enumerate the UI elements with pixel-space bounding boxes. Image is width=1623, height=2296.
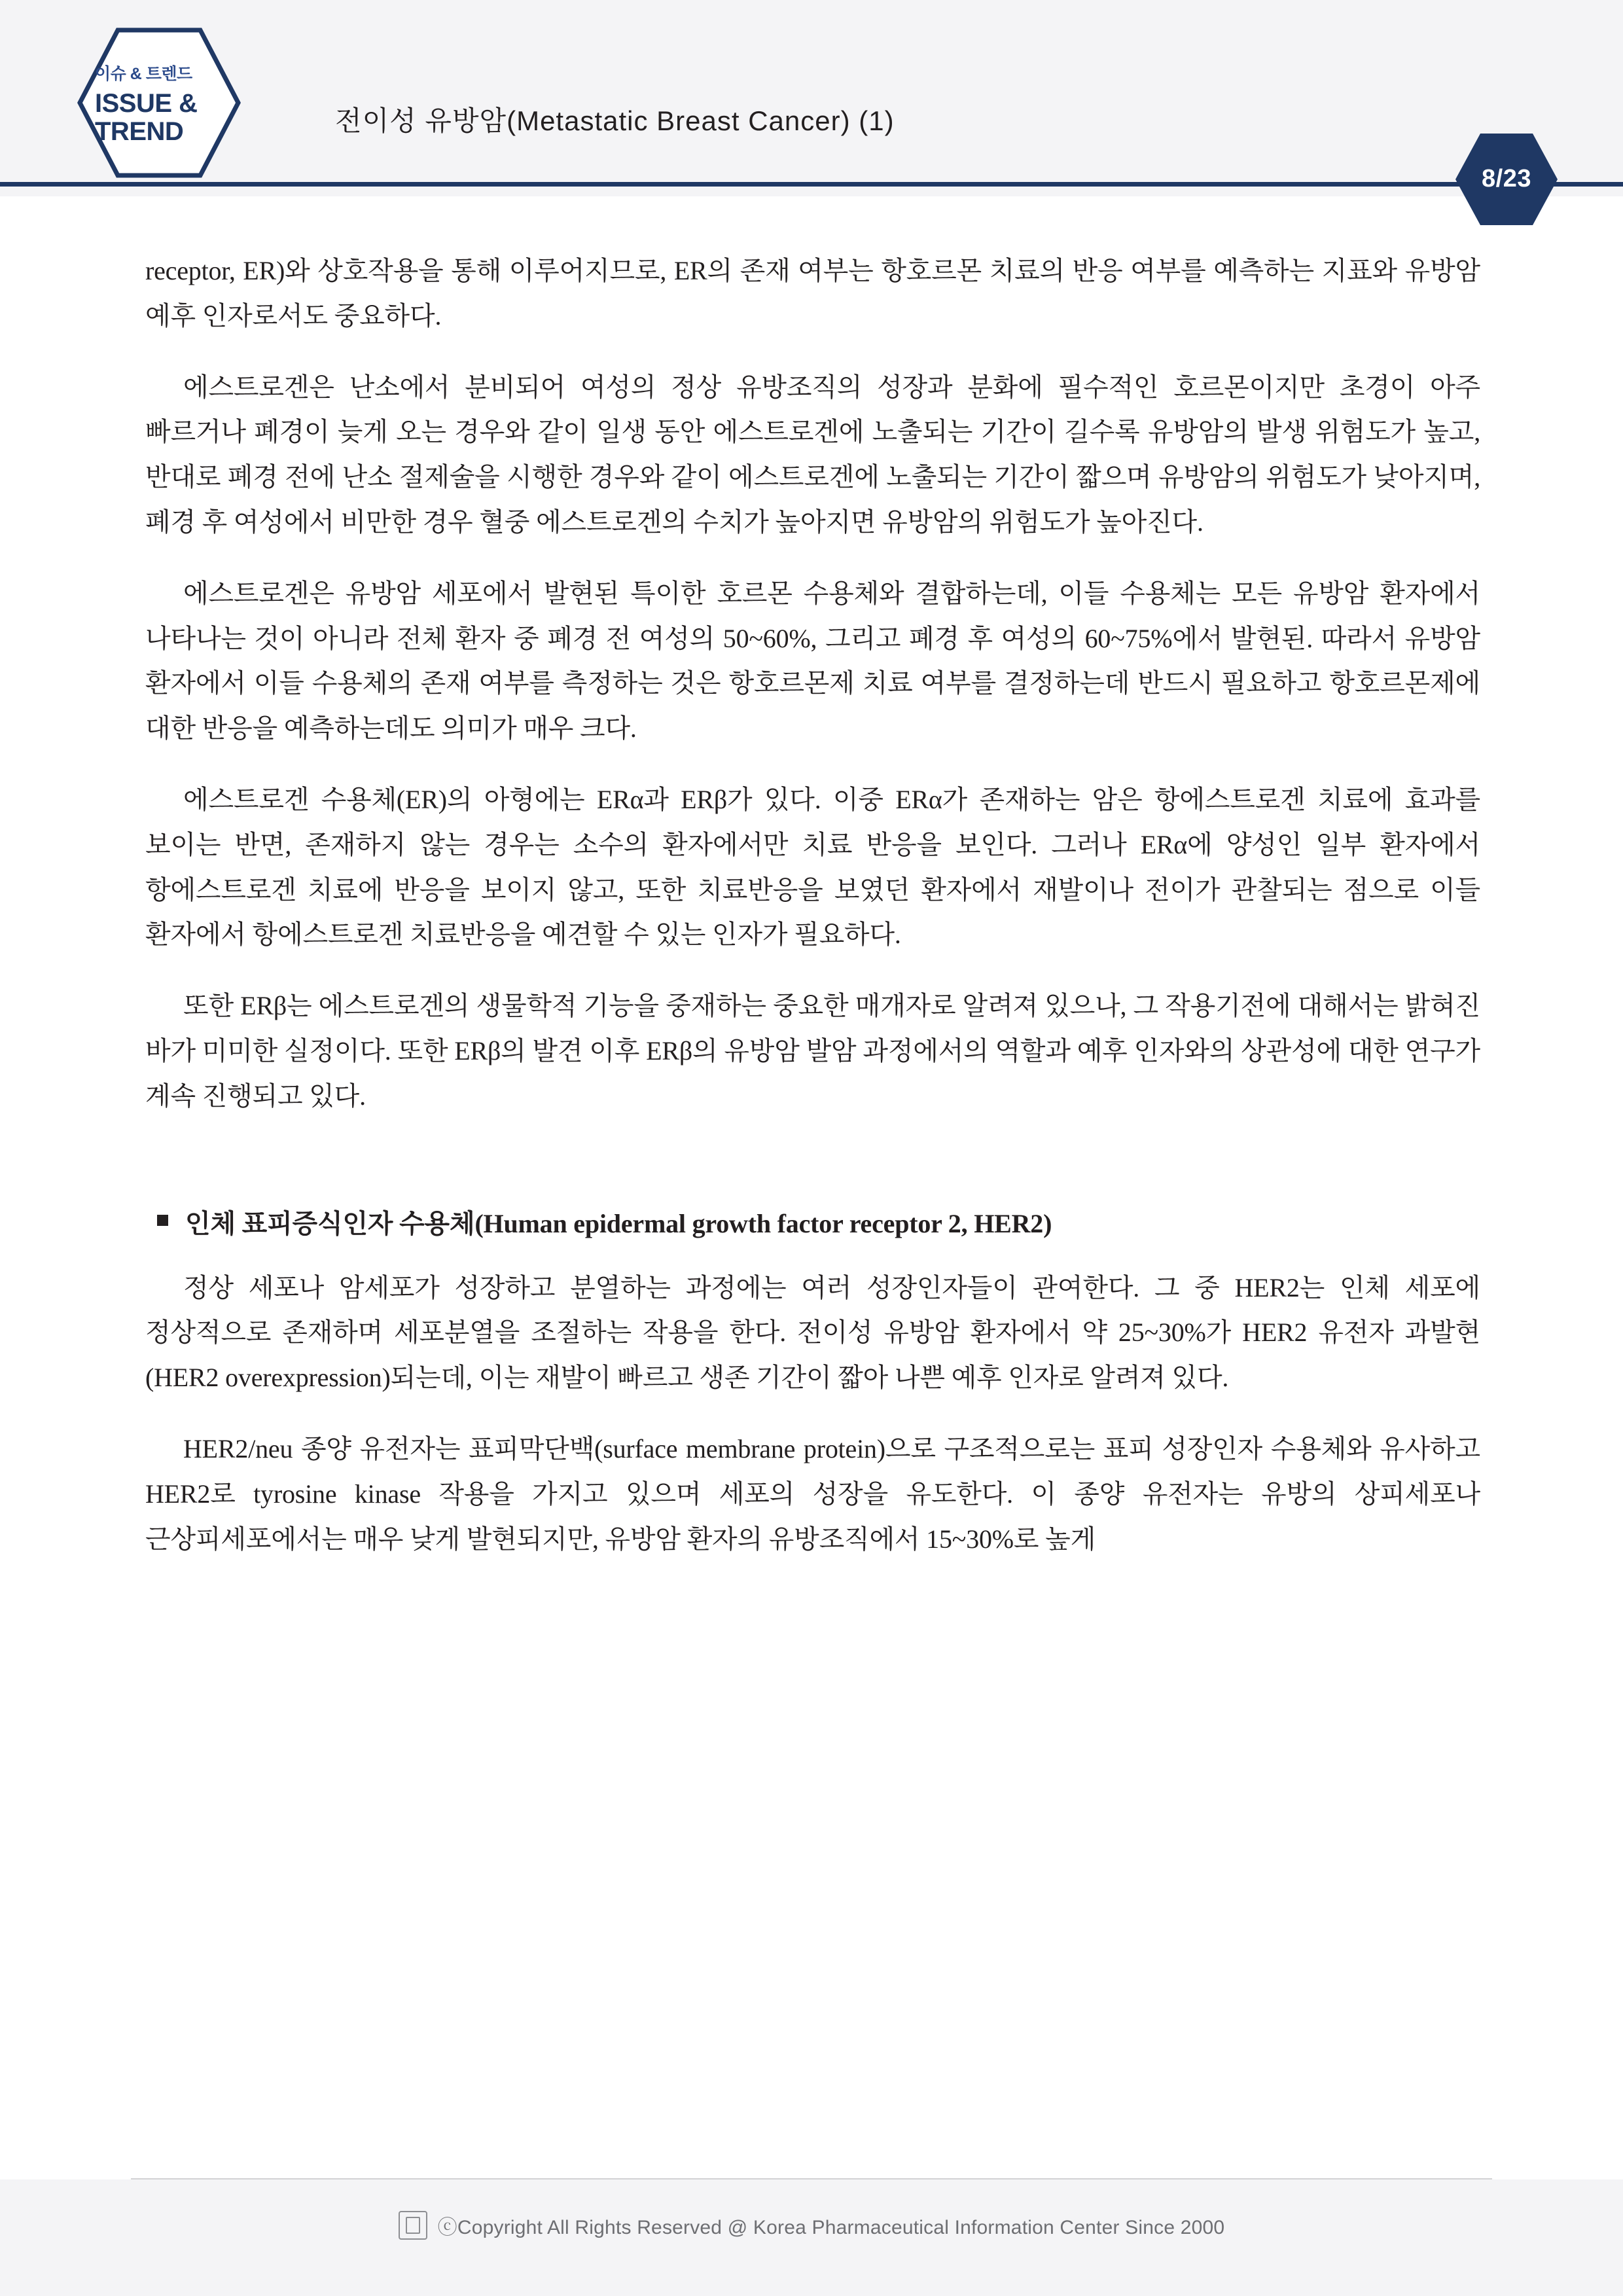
section-heading <box>145 1203 1480 1245</box>
bullet-square-icon <box>157 1215 168 1226</box>
paragraph: HER2/neu 종양 유전자는 표피막단백(surface membrane protein)으로 구조적으로는 표피 성장인자 수용체와 유사하고 HER2로 tyrosine kinase 작용을 가지고 있으며 세포의 성장을 유도한다. 이 종양 유전자는 유방의 상피세포나 근상피세포에서는 매우 낮게 발현되지만, 유방암 환자의 유방조직에서 15~30%로 높게 <box>145 1433 1480 1554</box>
issue-trend-label: ISSUE & TREND <box>95 89 198 147</box>
paragraph: 에스트로겐은 난소에서 분비되어 여성의 정상 유방조직의 성장과 분화에 필수적인 호르몬이지만 초경이 아주 빠르거나 폐경이 늦게 오는 경우와 같이 일생 동안 에스트로겐에 노출되는 기간이 길수록 유방암의 발생 위험도가 높고, 반대로 폐경 전에 난소 절제술을 시행한 경우와 같이 에스트로겐에 노출되는 기간이 짧으며 유방암의 위험도가 낮아지며, 폐경 후 여성에서 비만한 경우 혈중 에스트로겐의 수치가 높아지면 유방암의 위험도가 높아진다. <box>145 372 1480 537</box>
paragraph: 에스트로겐은 유방암 세포에서 발현된 특이한 호르몬 수용체와 결합하는데, 이들 수용체는 모든 유방암 환자에서 나타나는 것이 아니라 전체 환자 중 폐경 전 여성의 50~60%, 그리고 폐경 후 여성의 60~75%에서 발현된. 따라서 유방암 환자에서 이들 수용체의 존재 여부를 측정하는 것은 항호르몬제 치료 여부를 결정하는데 반드시 필요하고 항호르몬제에 대한 반응을 예측하는데도 의미가 매우 크다. <box>145 578 1480 744</box>
header-divider <box>0 182 1623 187</box>
footer-copyright-line <box>0 2211 1623 2240</box>
footer-copyright-text: ⓒCopyright All Rights Reserved @ Korea Pharmaceutical Information Center Since 2000 <box>437 2217 1225 2238</box>
document-body <box>145 249 1480 1588</box>
paragraph: 에스트로겐 수용체(ER)의 아형에는 ERα과 ERβ가 있다. 이중 ERα가 존재하는 암은 항에스트로겐 치료에 효과를 보이는 반면, 존재하지 않는 경우는 소수의 환자에서만 치료 반응을 보인다. 그러나 ERα에 양성인 일부 환자에서 항에스트로겐 치료에 반응을 보이지 않고, 또한 치료반응을 보였던 환자에서 재발이나 전이가 관찰되는 점으로 이들 환자에서 항에스트로겐 치료반응을 예견할 수 있는 인자가 필요하다. <box>145 784 1480 950</box>
section-heading-label: 인체 표피증식인자 수용체(Human epidermal growth factor receptor 2, HER2) <box>185 1208 1052 1238</box>
page-header <box>0 0 1623 196</box>
paragraph: 또한 ERβ는 에스트로겐의 생물학적 기능을 중재하는 중요한 매개자로 알려져 있으나, 그 작용기전에 대해서는 밝혀진 바가 미미한 실정이다. 또한 ERβ의 발견 이후 ERβ의 유방암 발암 과정에서의 역할과 예후 인자와의 상관성에 대한 연구가 계속 진행되고 있다. <box>145 991 1480 1111</box>
page-title: 전이성 유방암(Metastatic Breast Cancer) (1) <box>335 105 895 136</box>
paragraph: receptor, ER)와 상호작용을 통해 이루어지므로, ER의 존재 여부는 항호르몬 치료의 반응 여부를 예측하는 지표와 유방암 예후 인자로서도 중요하다. <box>145 256 1480 331</box>
paragraph: 정상 세포나 암세포가 성장하고 분열하는 과정에는 여러 성장인자들이 관여한다. 그 중 HER2는 인체 세포에 정상적으로 존재하며 세포분열을 조절하는 작용을 한다. 전이성 유방암 환자에서 약 25~30%가 HER2 유전자 과발현(HER2 overexpression)되는데, 이는 재발이 빠르고 생존 기간이 짧아 나쁜 예후 인자로 알려져 있다. <box>145 1272 1480 1393</box>
kpic-seal-icon <box>399 2211 427 2240</box>
issue-trend-korean-label: 이슈 & 트렌드 <box>95 65 192 83</box>
section-spacer <box>145 1143 1480 1203</box>
page-number-badge: 8/23 <box>1482 165 1531 192</box>
